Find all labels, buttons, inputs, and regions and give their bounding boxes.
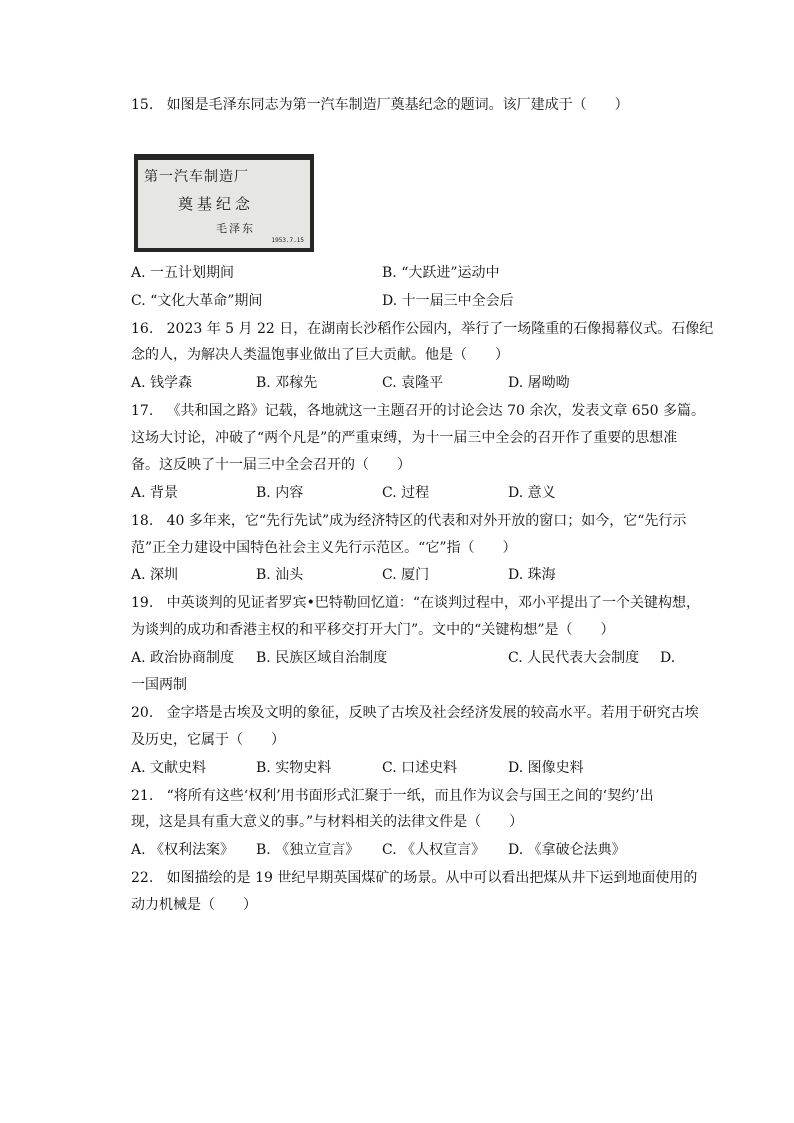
option-d-label: D. bbox=[660, 650, 676, 666]
question-20-line-2: 及历史，它属于（ ） bbox=[131, 732, 285, 748]
question-17-line-2: 这场大讨论，冲破了“两个凡是”的严重束缚，为十一届三中全会的召开作了重要的思想准 bbox=[131, 430, 678, 446]
question-text: 如图描绘的是 19 世纪早期英国煤矿的场景。从中可以看出把煤从井下运到地面使用的 bbox=[166, 870, 698, 886]
option-a: A. 钱学森 bbox=[131, 375, 193, 391]
question-22-stem bbox=[131, 869, 697, 887]
question-text: “将所有这些‘权利’用书面形式汇聚于一纸，而且作为议会与国王之间的‘契约’出 bbox=[166, 788, 654, 804]
option-b: B. 《独立宣言》 bbox=[256, 842, 360, 858]
question-16-line-2: 念的人，为解决人类温饱事业做出了巨大贡献。他是（ ） bbox=[131, 347, 509, 363]
question-text: 《共和国之路》记载，各地就这一主题召开的讨论会达 70 余次，发表文章 650 多篇。 bbox=[166, 403, 705, 419]
question-text: 40 多年来，它“先行先试”成为经济特区的代表和对外开放的窗口；如今，它“先行示 bbox=[166, 513, 687, 529]
inscription-signature: 毛泽东 bbox=[216, 222, 255, 235]
option-c: C. 厦门 bbox=[382, 567, 430, 583]
question-text: 金字塔是古埃及文明的象征，反映了古埃及社会经济发展的较高水平。若用于研究古埃 bbox=[166, 705, 699, 721]
option-a: A. 文献史料 bbox=[131, 760, 207, 776]
question-21-line-2: 现，这是具有重大意义的事。”与材料相关的法律文件是（ ） bbox=[131, 814, 524, 830]
inscription-photo bbox=[134, 154, 314, 252]
question-number: 21. bbox=[131, 788, 154, 804]
question-number: 22. bbox=[131, 870, 154, 886]
question-17-stem bbox=[131, 402, 705, 420]
inscription-date: 1953.7.15 bbox=[271, 237, 304, 244]
option-b: B. 内容 bbox=[256, 485, 304, 501]
question-number: 20. bbox=[131, 705, 154, 721]
option-a: A. 一五计划期间 bbox=[131, 265, 235, 281]
question-number: 19. bbox=[131, 595, 154, 611]
question-text: 中英谈判的见证者罗宾•巴特勒回忆道：“在谈判过程中，邓小平提出了一个关键构想， bbox=[166, 595, 701, 611]
inscription-paper bbox=[138, 160, 310, 248]
option-c: C. 过程 bbox=[382, 485, 430, 501]
option-d: D. 十一届三中全会后 bbox=[382, 293, 514, 309]
question-20-stem bbox=[131, 704, 699, 722]
option-d: D. 图像史料 bbox=[508, 760, 584, 776]
question-number: 15. bbox=[131, 97, 154, 113]
option-b: B. 民族区域自治制度 bbox=[256, 650, 388, 666]
option-c: C. 口述史料 bbox=[382, 760, 458, 776]
option-a: A. 深圳 bbox=[131, 567, 179, 583]
question-22-line-2: 动力机械是（ ） bbox=[131, 897, 257, 913]
option-d: D. 意义 bbox=[508, 485, 556, 501]
option-c: C. 袁隆平 bbox=[382, 375, 444, 391]
option-d: D. 珠海 bbox=[508, 567, 556, 583]
question-16-stem bbox=[131, 320, 713, 338]
question-18-stem bbox=[131, 512, 686, 530]
option-a: A. 政治协商制度 bbox=[131, 650, 235, 666]
option-c: C. “文化大革命”期间 bbox=[131, 293, 263, 309]
question-15-stem bbox=[131, 96, 629, 114]
option-c: C. 《人权宣言》 bbox=[382, 842, 486, 858]
option-a: A. 背景 bbox=[131, 485, 179, 501]
question-number: 16. bbox=[131, 321, 154, 337]
question-17-line-3: 备。这反映了十一届三中全会召开的（ ） bbox=[131, 457, 411, 473]
question-19-stem bbox=[131, 594, 700, 612]
question-text: 2023 年 5 月 22 日，在湖南长沙稻作公园内，举行了一场隆重的石像揭幕仪式。石像纪 bbox=[166, 321, 714, 337]
question-number: 17. bbox=[131, 403, 154, 419]
question-18-line-2: 范”正全力建设中国特色社会主义先行示范区。“它”指（ ） bbox=[131, 540, 517, 556]
question-text: 如图是毛泽东同志为第一汽车制造厂奠基纪念的题词。该厂建成于（ ） bbox=[166, 97, 629, 113]
question-number: 18. bbox=[131, 513, 154, 529]
option-d: D. 《拿破仑法典》 bbox=[508, 842, 626, 858]
inscription-line-1: 第一汽车制造厂 bbox=[144, 169, 249, 185]
option-b: B. “大跃进”运动中 bbox=[382, 265, 500, 281]
option-d-text: 一国两制 bbox=[131, 677, 187, 693]
option-b: B. 实物史料 bbox=[256, 760, 332, 776]
question-19-line-2: 为谈判的成功和香港主权的和平移交打开大门”。文中的“关键构想”是（ ） bbox=[131, 622, 615, 638]
option-c: C. 人民代表大会制度 bbox=[508, 650, 640, 666]
question-21-stem bbox=[131, 787, 654, 805]
option-b: B. 邓稼先 bbox=[256, 375, 318, 391]
option-a: A. 《权利法案》 bbox=[131, 842, 235, 858]
option-d: D. 屠呦呦 bbox=[508, 375, 570, 391]
inscription-line-2: 奠基纪念 bbox=[178, 195, 255, 213]
option-b: B. 汕头 bbox=[256, 567, 304, 583]
